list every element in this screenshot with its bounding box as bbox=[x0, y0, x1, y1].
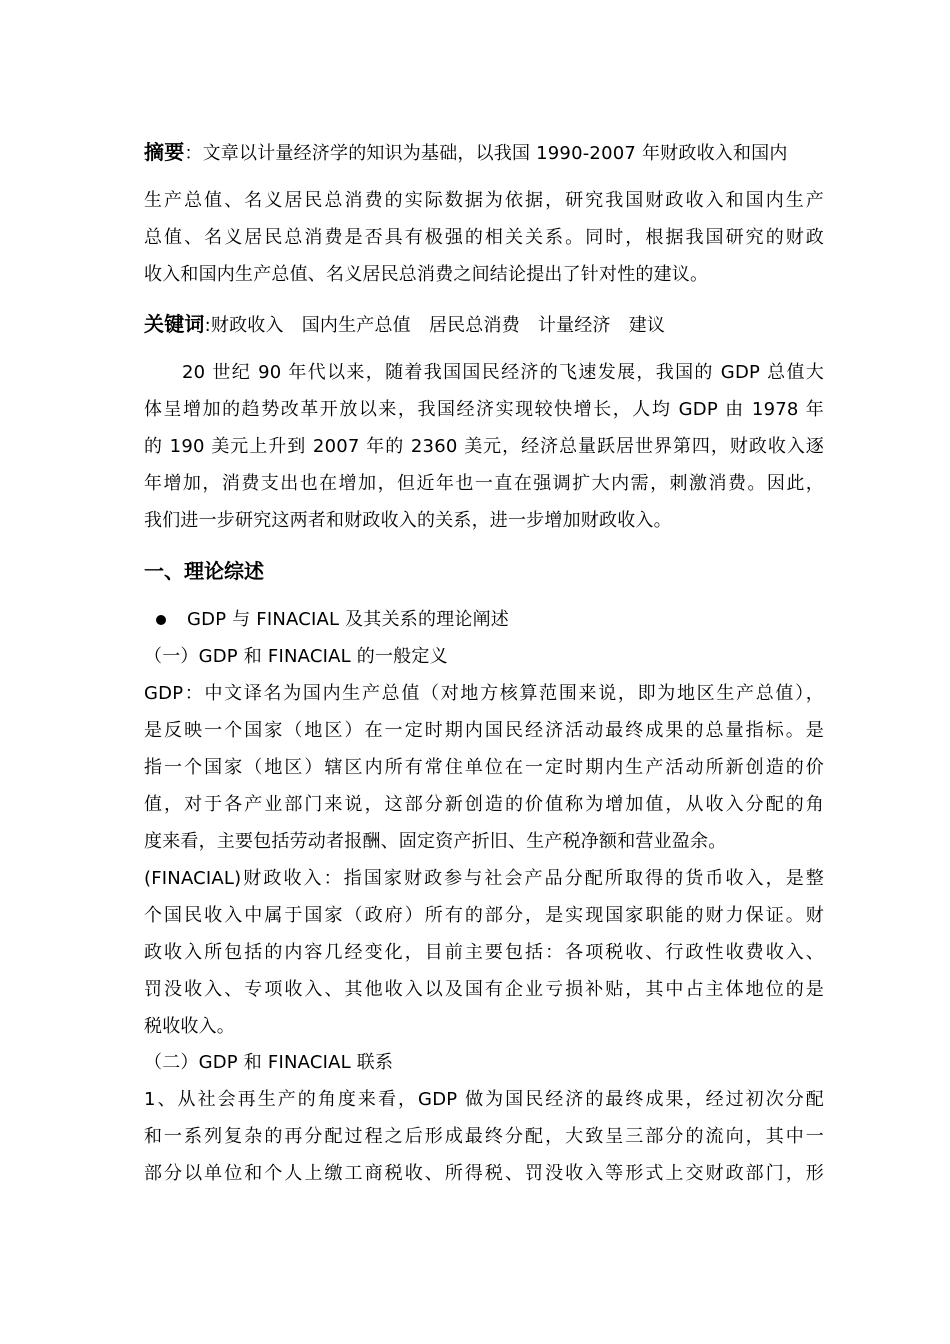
financial-line-5: 税收收入。 bbox=[144, 1016, 235, 1037]
financial-line-2: 个国民收入中属于国家（政府）所有的部分，是实现国家职能的财力保证。财 bbox=[144, 905, 824, 926]
intro-line-4: 年增加，消费支出也在增加，但近年也一直在强调扩大内需，刺激消费。因此， bbox=[144, 473, 824, 494]
intro-line-5: 我们进一步研究这两者和财政收入的关系，进一步增加财政收入。 bbox=[144, 510, 672, 531]
abstract-line-2: 生产总值、名义居民总消费的实际数据为依据，研究我国财政收入和国内生产 bbox=[144, 190, 824, 211]
keywords-label: 关键词 bbox=[144, 312, 205, 336]
link-line-1: 1、从社会再生产的角度来看，GDP 做为国民经济的最终成果，经过初次分配 bbox=[144, 1089, 824, 1110]
intro-line-3: 的 190 美元上升到 2007 年的 2360 美元，经济总量跃居世界第四，财政收入逐 bbox=[144, 436, 824, 457]
intro-line-1: 20 世纪 90 年代以来，随着我国国民经济的飞速发展，我国的 GDP 总值大 bbox=[182, 362, 824, 383]
abstract-colon: ： bbox=[184, 143, 203, 164]
abstract-line-3: 总值、名义居民总消费是否具有极强的相关关系。同时，根据我国研究的财政 bbox=[144, 227, 824, 248]
gdp-line-1: GDP：中文译名为国内生产总值（对地方核算范围来说，即为地区生产总值）， bbox=[144, 683, 824, 704]
gdp-line-5: 度来看，主要包括劳动者报酬、固定资产折旧、生产税净额和营业盈余。 bbox=[144, 831, 727, 852]
keyword-item: 财政收入 bbox=[210, 315, 284, 336]
gdp-line-2: 是反映一个国家（地区）在一定时期内国民经济活动最终成果的总量指标。是 bbox=[144, 720, 824, 741]
gdp-line-3: 指一个国家（地区）辖区内所有常住单位在一定时期内生产活动所新创造的价 bbox=[144, 757, 824, 778]
keywords-colon: : bbox=[204, 315, 211, 336]
keyword-item: 国内生产总值 bbox=[301, 315, 411, 336]
link-line-3: 部分以单位和个人上缴工商税收、所得税、罚没收入等形式上交财政部门，形 bbox=[144, 1163, 824, 1184]
abstract-line-1 bbox=[144, 140, 824, 166]
keywords-line bbox=[144, 312, 824, 338]
abstract-line-4: 收入和国内生产总值、名义居民总消费之间结论提出了针对性的建议。 bbox=[144, 264, 709, 285]
financial-line-4: 罚没收入、专项收入、其他收入以及国有企业亏损补贴，其中占主体地位的是 bbox=[144, 979, 824, 1000]
abstract-text-1: 文章以计量经济学的知识为基础，以我国 1990-2007 年财政收入和国内 bbox=[202, 143, 788, 164]
section-title: 一、理论综述 bbox=[144, 559, 264, 583]
intro-line-2: 体呈增加的趋势改革开放以来，我国经济实现较快增长，人均 GDP 由 1978 年 bbox=[144, 399, 824, 420]
financial-line-1: (FINACIAL)财政收入：指国家财政参与社会产品分配所取得的货币收入，是整 bbox=[144, 868, 824, 889]
keyword-item: 计量经济 bbox=[537, 315, 611, 336]
gdp-line-4: 值，对于各产业部门来说，这部分新创造的价值称为增加值，从收入分配的角 bbox=[144, 794, 824, 815]
bullet-text: GDP 与 FINACIAL 及其关系的理论阐述 bbox=[187, 609, 509, 630]
subsection-title-1: （一）GDP 和 FINACIAL 的一般定义 bbox=[144, 646, 448, 667]
link-line-2: 和一系列复杂的再分配过程之后形成最终分配，大致呈三部分的流向，其中一 bbox=[144, 1126, 824, 1147]
keyword-item: 建议 bbox=[628, 315, 666, 336]
financial-line-3: 政收入所包括的内容几经变化，目前主要包括：各项税收、行政性收费收入、 bbox=[144, 942, 824, 963]
bullet-icon bbox=[156, 615, 166, 625]
abstract-label: 摘要 bbox=[144, 140, 185, 164]
keyword-item: 居民总消费 bbox=[428, 315, 520, 336]
subsection-title-2: （二）GDP 和 FINACIAL 联系 bbox=[144, 1052, 394, 1073]
